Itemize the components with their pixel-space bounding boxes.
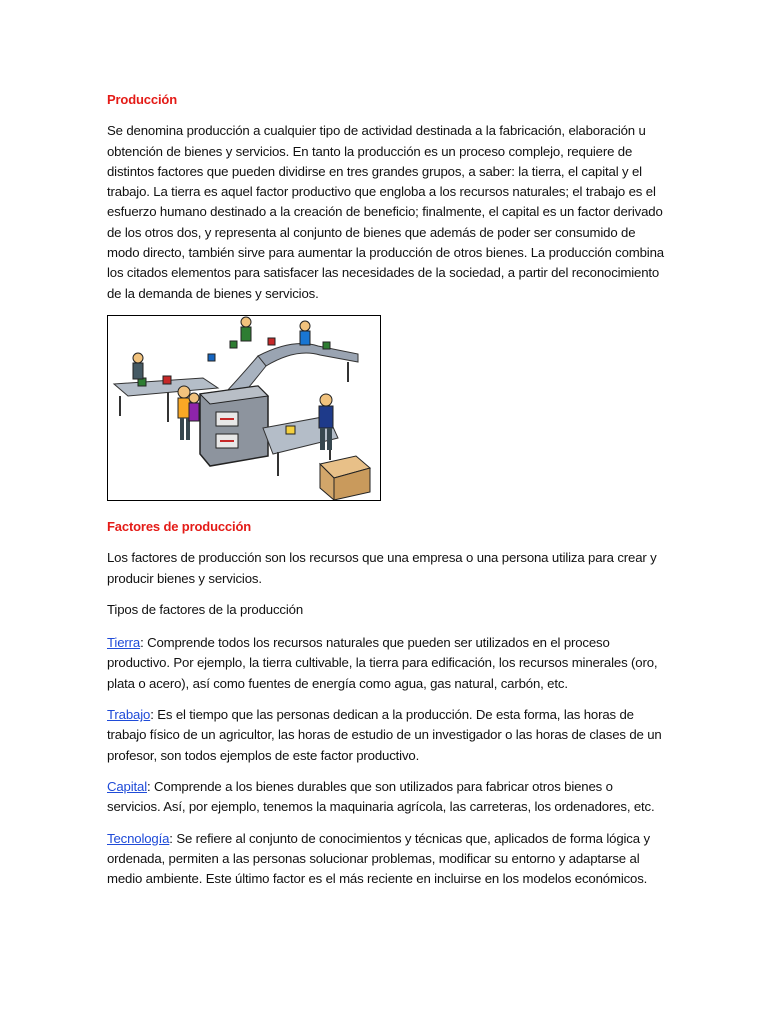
subtitle-tipos: Tipos de factores de la producción <box>107 601 304 617</box>
assembly-line-image <box>108 316 380 500</box>
paragraph-factores: Los factores de producción son los recursos que una empresa o una persona utiliza para crear y producir bienes y servicios. <box>107 550 657 586</box>
link-tierra[interactable]: Tierra <box>107 635 141 651</box>
link-trabajo[interactable]: Trabajo <box>107 707 151 723</box>
factor-trabajo-text: : Es el tiempo que las personas dedican a la producción. De esta forma, las horas de trabajo físico de un agricultor, las horas de estudio de un investigador o las horas de clases de un profesor, son todos ejemplos de este factor productivo. <box>107 707 662 763</box>
document-content <box>107 90 667 900</box>
heading-factores: Factores de producción <box>107 518 252 534</box>
factor-tecnologia-text: : Se refiere al conjunto de conocimientos y técnicas que, aplicados de forma lógica y ordenada, permiten a las personas solucionar problemas, modificar su entorno y adaptarse al medio ambiente. Este último factor es el más reciente en incluirse en los modelos económicos. <box>107 830 650 887</box>
production-line-illustration <box>107 315 381 501</box>
factor-tierra <box>107 633 667 694</box>
factor-tecnologia <box>107 829 667 890</box>
factor-tierra-text: : Comprende todos los recursos naturales que pueden ser utilizados en el proceso productivo. Por ejemplo, la tierra cultivable, la tierra para edificación, los recursos minerales (oro, plata o acero), así como fuentes de energía como agua, gas natural, carbón, etc. <box>107 635 658 691</box>
heading-produccion: Producción <box>107 92 178 107</box>
factor-capital <box>107 777 667 818</box>
link-tecnologia[interactable]: Tecnología <box>107 830 170 846</box>
factor-capital-text: : Comprende a los bienes durables que son utilizados para fabricar otros bienes o servicios. Así, por ejemplo, tenemos la maquinaria agrícola, las carreteras, los ordenadores, etc. <box>107 778 655 815</box>
link-capital[interactable]: Capital <box>107 778 147 794</box>
factor-trabajo <box>107 705 667 766</box>
paragraph-produccion: Se denomina producción a cualquier tipo de actividad destinada a la fabricación, elaboración u obtención de bienes y servicios. En tanto la producción es un proceso complejo, requiere de distintos factores que pueden dividirse en tres grandes grupos, a saber: la tierra, el capital y el trabajo. La tierra es aquel factor productivo que engloba a los recursos naturales; el trabajo es el esfuerzo humano destinado a la creación de beneficio; finalmente, el capital es un factor derivado de los otros dos, y representa al conjunto de bienes que además de poder ser consumido de modo directo, también sirve para aumentar la producción de otros bienes. La producción combina los citados elementos para satisfacer las necesidades de la sociedad, a partir del reconocimiento de la demanda de bienes y servicios. <box>107 123 664 301</box>
